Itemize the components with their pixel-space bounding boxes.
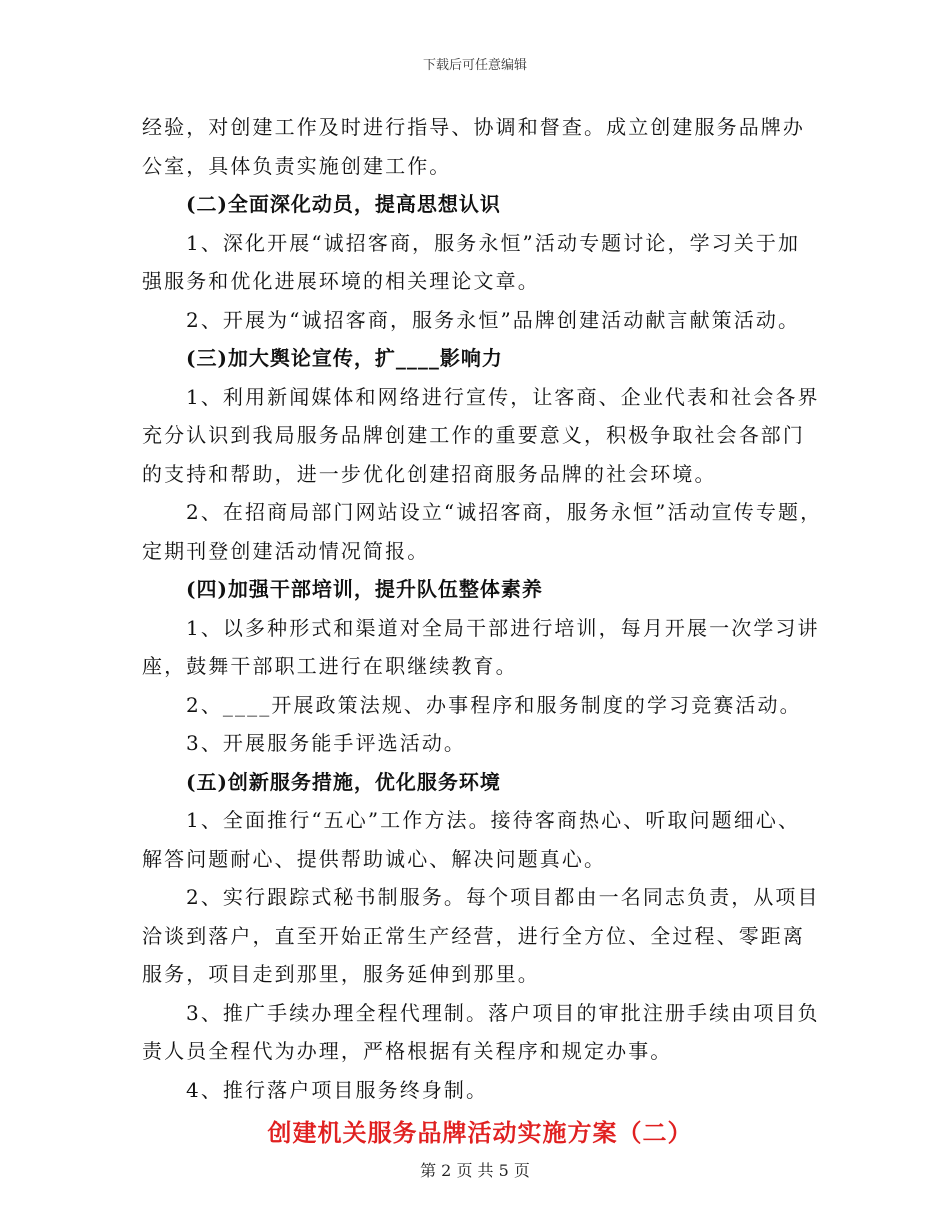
paragraph-line: 责人员全程代为办理，严格根据有关程序和规定办事。 bbox=[142, 1039, 673, 1063]
paragraph-line: 2、开展为“诚招客商，服务永恒”品牌创建活动献言献策活动。 bbox=[186, 307, 801, 332]
document-body bbox=[142, 108, 823, 1155]
section-heading: (四)加强干部培训，提升队伍整体素养 bbox=[186, 577, 543, 601]
paragraph-line: 经验，对创建工作及时进行指导、协调和督查。成立创建服务品牌办 bbox=[142, 115, 805, 139]
paragraph-line: 4、推行落户项目服务终身制。 bbox=[186, 1077, 489, 1102]
paragraph-line: 座，鼓舞干部职工进行在职继续教育。 bbox=[142, 654, 518, 678]
paragraph-line: 服务，项目走到那里，服务延伸到那里。 bbox=[142, 962, 540, 986]
paragraph-line: 2、在招商局部门网站设立“诚招客商，服务永恒”活动宣传专题， bbox=[186, 500, 823, 524]
paragraph-line: 2、____开展政策法规、办事程序和服务制度的学习竞赛活动。 bbox=[186, 692, 802, 717]
document-lines bbox=[142, 108, 823, 1109]
paragraph-line: 1、深化开展“诚招客商，服务永恒”活动专题讨论，学习关于加 bbox=[186, 230, 801, 255]
section-heading: (三)加大舆论宣传，扩____影响力 bbox=[186, 346, 503, 370]
paragraph-line: 的支持和帮助，进一步优化创建招商服务品牌的社会环境。 bbox=[142, 461, 717, 486]
paragraph-line: 1、利用新闻媒体和网络进行宣传，让客商、企业代表和社会各界 bbox=[186, 384, 820, 409]
paragraph-line: 充分认识到我局服务品牌创建工作的重要意义，积极争取社会各部门 bbox=[142, 423, 805, 447]
paragraph-line: 强服务和优化进展环境的相关理论文章。 bbox=[142, 269, 540, 293]
section-heading: (二)全面深化动员，提高思想认识 bbox=[186, 192, 501, 216]
page-number: 第 2 页 共 5 页 bbox=[420, 1161, 530, 1180]
paragraph-line: 洽谈到落户，直至开始正常生产经营，进行全方位、全过程、零距离 bbox=[142, 923, 805, 948]
section-heading: (五)创新服务措施，优化服务环境 bbox=[186, 769, 501, 794]
paragraph-line: 2、实行跟踪式秘书制服务。每个项目都由一名同志负责，从项目 bbox=[186, 885, 820, 909]
paragraph-line: 公室，具体负责实施创建工作。 bbox=[142, 153, 452, 178]
paragraph-line: 解答问题耐心、提供帮助诚心、解决问题真心。 bbox=[142, 846, 607, 871]
paragraph-line: 1、以多种形式和渠道对全局干部进行培训，每月开展一次学习讲 bbox=[186, 615, 820, 640]
paragraph-line: 3、推广手续办理全程代理制。落户项目的审批注册手续由项目负 bbox=[186, 1000, 820, 1025]
page-header: 下载后可任意编辑 bbox=[422, 58, 527, 73]
paragraph-line: 定期刊登创建活动情况简报。 bbox=[142, 538, 430, 563]
section-title: 创建机关服务品牌活动实施方案（二） bbox=[267, 1118, 693, 1147]
paragraph-line: 3、开展服务能手评选活动。 bbox=[186, 731, 467, 755]
paragraph-line: 1、全面推行“五心”工作方法。接待客商热心、听取问题细心、 bbox=[186, 808, 801, 832]
